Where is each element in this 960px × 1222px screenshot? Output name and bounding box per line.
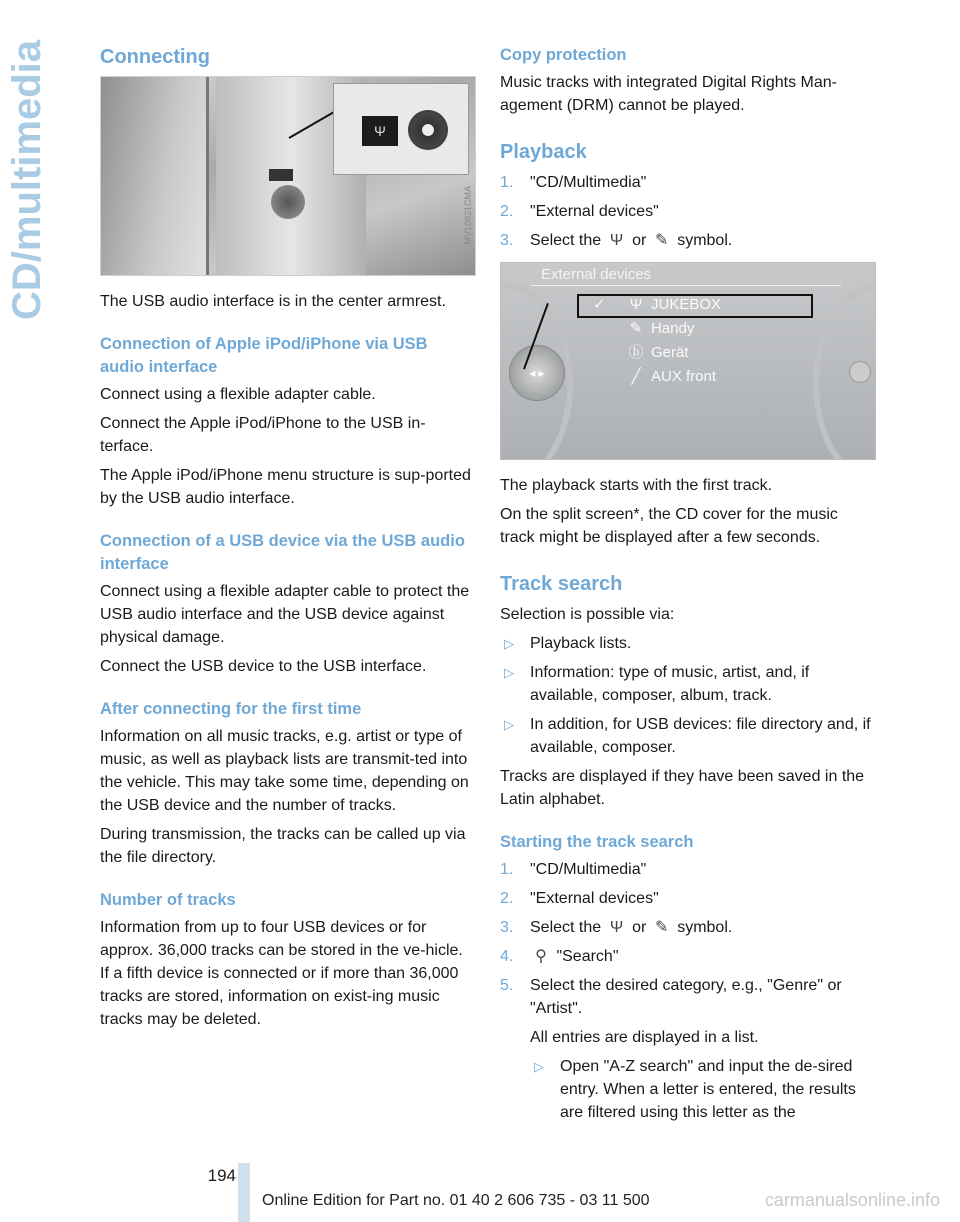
step-number: 2.: [500, 203, 514, 220]
device-item-geraet[interactable]: [593, 341, 813, 365]
list-item-text: In addition, for USB devices: file directory and, if available, composer.: [530, 716, 871, 756]
search-icon: ⚲: [535, 948, 547, 965]
search-step: [500, 916, 876, 939]
step-number: 3.: [500, 232, 514, 249]
heading-copy-protection: Copy protection: [500, 46, 627, 64]
device-item-aux-front[interactable]: [593, 365, 813, 389]
step-text: or: [632, 232, 647, 249]
usb-symbol-icon: Ψ: [609, 919, 624, 936]
search-step: [500, 974, 876, 1124]
step-number: 2.: [500, 890, 514, 907]
step-text: "External devices": [530, 203, 659, 220]
phone-icon: ✎: [629, 320, 643, 337]
heading-usb-device: Connection of a USB device via the USB audio interface: [100, 532, 465, 573]
step-text: "CD/Multimedia": [530, 174, 647, 191]
step-number: 1.: [500, 174, 514, 191]
device-list: [593, 293, 813, 389]
handy-symbol-icon: ✎: [655, 232, 669, 249]
selection-list: [500, 632, 876, 759]
photo-seat: [101, 77, 209, 275]
playback-step: [500, 200, 876, 223]
heading-apple: Connection of Apple iPod/iPhone via USB audio interface: [100, 335, 428, 376]
triangle-bullet-icon: ▷: [534, 1059, 544, 1074]
usb-text-1: Connect using a flexible adapter cable to protect the USB audio interface and the USB device against physical damage.: [100, 583, 470, 646]
selection-text: Selection is possible via:: [500, 606, 675, 623]
step-text: Select the: [530, 919, 602, 936]
nested-list: [530, 1055, 876, 1124]
heading-first-time: After connecting for the first time: [100, 700, 362, 718]
check-icon: ✓: [593, 296, 606, 313]
list-item: [500, 661, 876, 707]
heading-connecting: Connecting: [100, 46, 210, 68]
right-column: [500, 44, 876, 1130]
step-text: "CD/Multimedia": [530, 861, 647, 878]
device-label: Handy: [651, 320, 695, 337]
step-text: or: [632, 919, 647, 936]
step-text: symbol.: [677, 232, 733, 249]
copy-protection-text: Music tracks with integrated Digital Rights Man-agement (DRM) cannot be played.: [500, 74, 838, 114]
photo-cup-holder: [271, 185, 305, 219]
step-number: 1.: [500, 861, 514, 878]
photo-inset: [333, 83, 469, 175]
triangle-bullet-icon: ▷: [504, 717, 514, 732]
device-item-handy[interactable]: [593, 317, 813, 341]
heading-track-search: Track search: [500, 573, 623, 595]
usb-port-icon: Ψ: [362, 116, 398, 146]
list-item: [530, 1055, 876, 1124]
apple-text-1: Connect using a flexible adapter cable.: [100, 386, 376, 403]
playback-text-2: On the split screen*, the CD cover for the music track might be displayed after a few seconds.: [500, 506, 838, 546]
search-step: [500, 858, 876, 881]
apple-text-3: The Apple iPod/iPhone menu structure is sup-ported by the USB audio interface.: [100, 467, 471, 507]
photo-usb-slot: [269, 169, 293, 181]
step-text: Select the: [530, 232, 602, 249]
triangle-bullet-icon: ▷: [504, 665, 514, 680]
list-item: [500, 632, 876, 655]
playback-step: [500, 229, 876, 252]
search-step: [500, 887, 876, 910]
number-of-tracks-text: Information from up to four USB devices or for approx. 36,000 tracks can be stored in the ve-hicle. If a fifth device is connected or if more than 36,000 tracks are stored, information on exist-ing music tracks may be deleted.: [100, 919, 463, 1028]
heading-starting-track-search: Starting the track search: [500, 833, 694, 851]
aux-knob-icon: [408, 110, 448, 150]
first-time-text-1: Information on all music tracks, e.g. artist or type of music, as well as playback lists are transmit-ted into the vehicle. This may take some time, depending on the USB device and the number of tracks.: [100, 728, 469, 814]
aux-plug-icon: ╱: [631, 368, 641, 385]
usb-location-text: The USB audio interface is in the center armrest.: [100, 293, 446, 310]
screen-title-divider: [531, 285, 841, 286]
step-number: 5.: [500, 977, 514, 994]
handy-symbol-icon: ✎: [655, 919, 669, 936]
latin-text: Tracks are displayed if they have been saved in the Latin alphabet.: [500, 768, 865, 808]
list-item: [500, 713, 876, 759]
step-text: symbol.: [677, 919, 733, 936]
external-devices-screen: [500, 262, 876, 460]
heading-playback: Playback: [500, 141, 587, 163]
list-item-text: Playback lists.: [530, 635, 632, 652]
bluetooth-icon: ⓑ: [628, 344, 644, 361]
step-text: "External devices": [530, 890, 659, 907]
device-item-jukebox[interactable]: [593, 293, 813, 317]
watermark: carmanualsonline.info: [764, 1190, 940, 1210]
heading-number-of-tracks: Number of tracks: [100, 891, 236, 909]
step-number: 4.: [500, 948, 514, 965]
usb-text-2: Connect the USB device to the USB interface.: [100, 658, 427, 675]
device-label: Gerät: [651, 344, 689, 361]
playback-steps: [500, 171, 876, 252]
search-step: [500, 945, 876, 968]
left-column: [100, 44, 476, 1037]
step-number: 3.: [500, 919, 514, 936]
step-text: Select the desired category, e.g., "Genre" or "Artist".: [530, 977, 842, 1017]
screen-right-button-icon: [849, 361, 871, 383]
footer-edition: Online Edition for Part no. 01 40 2 606 735 - 03 11 500: [262, 1192, 650, 1209]
playback-step: [500, 171, 876, 194]
section-side-title: CD/multimedia: [5, 40, 49, 321]
list-item-text: Information: type of music, artist, and, if available, composer, album, track.: [530, 664, 810, 704]
step-text: "Search": [556, 948, 619, 965]
device-label: JUKEBOX: [651, 296, 722, 313]
first-time-text-2: During transmission, the tracks can be called up via the file directory.: [100, 826, 466, 866]
usb-interface-photo: [100, 76, 476, 276]
usb-symbol-icon: Ψ: [609, 232, 624, 249]
apple-text-2: Connect the Apple iPod/iPhone to the USB in-terface.: [100, 415, 426, 455]
triangle-bullet-icon: ▷: [504, 636, 514, 651]
playback-text-1: The playback starts with the first track.: [500, 477, 773, 494]
list-item-text: Open "A-Z search" and input the de-sired entry. When a letter is entered, the results are filtered using this letter as the: [560, 1058, 856, 1121]
photo-code: MV10821CMA: [463, 186, 473, 245]
usb-icon: Ψ: [629, 296, 643, 313]
all-entries-text: All entries are displayed in a list.: [530, 1029, 759, 1046]
screen-title: External devices: [541, 266, 652, 283]
search-steps: [500, 858, 876, 1124]
footer-accent-bar: [238, 1163, 250, 1222]
controller-knob-icon: ◂ ▸: [509, 345, 565, 401]
page-number: 194: [207, 1166, 236, 1185]
device-label: AUX front: [651, 368, 717, 385]
